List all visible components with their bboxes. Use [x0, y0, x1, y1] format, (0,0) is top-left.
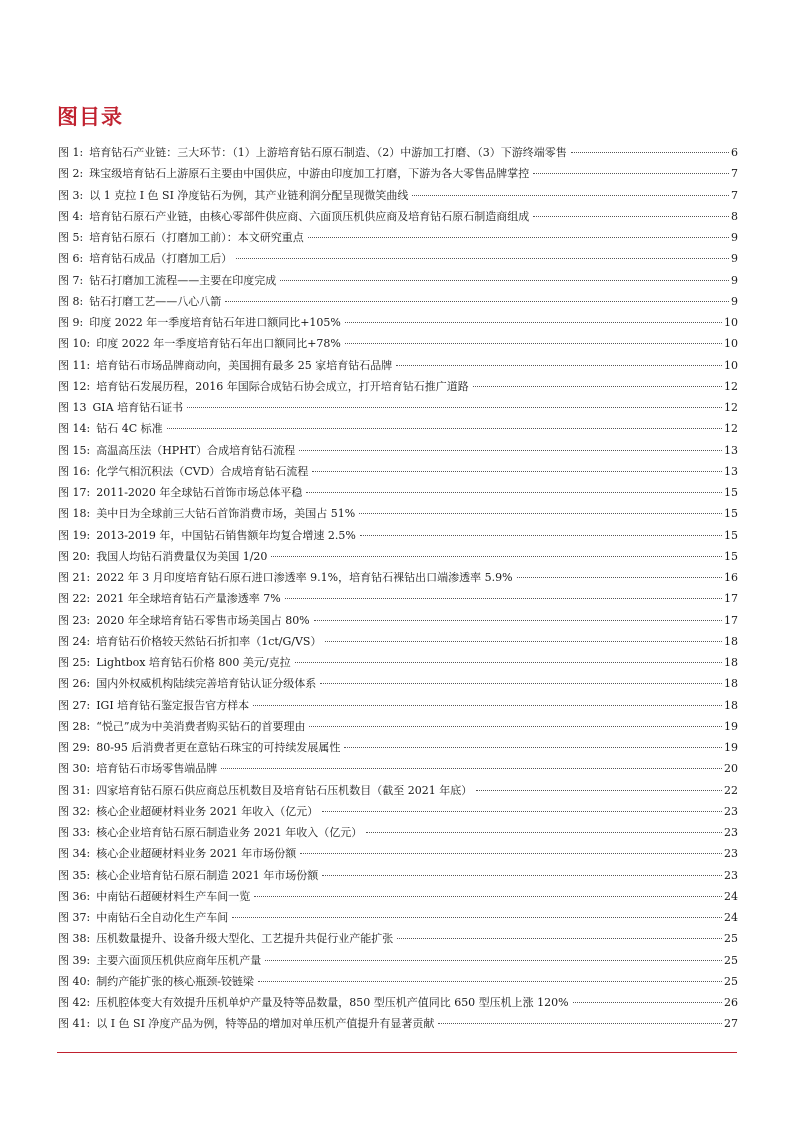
toc-entry-label: 图 24:	[58, 634, 91, 648]
toc-dot-leader	[232, 917, 722, 918]
toc-entry-title: 中南钻石超硬材料生产车间一览	[96, 889, 251, 903]
toc-dot-leader	[308, 237, 729, 238]
toc-entry-page: 9	[731, 231, 738, 244]
toc-entry[interactable]	[58, 503, 738, 524]
toc-dot-leader	[271, 556, 722, 557]
toc-entry-page: 10	[724, 358, 738, 372]
toc-entry-title: 培育钻石成品（打磨加工后）	[89, 252, 233, 266]
toc-entry-title: 珠宝级培育钻石上游原石主要由中国供应，中游由印度加工打磨，下游为各大零售品牌掌控	[89, 167, 530, 181]
toc-entry-label: 图 17:	[58, 486, 91, 499]
toc-entry-page: 17	[724, 613, 738, 627]
toc-entry[interactable]	[58, 163, 738, 184]
toc-entry-label: 图 33:	[58, 826, 91, 839]
toc-entry[interactable]	[58, 907, 738, 928]
toc-entry-page: 25	[724, 953, 738, 967]
toc-entry-page: 23	[724, 826, 738, 839]
toc-entry[interactable]	[58, 418, 738, 439]
toc-entry-page: 7	[731, 188, 738, 202]
toc-entry[interactable]	[58, 525, 738, 546]
toc-entry[interactable]	[58, 737, 738, 758]
toc-entry-page: 18	[724, 656, 738, 669]
toc-dot-leader	[225, 301, 729, 302]
toc-entry-page: 24	[724, 911, 738, 924]
toc-dot-leader	[221, 768, 722, 769]
toc-entry-page: 9	[731, 252, 738, 266]
toc-dot-leader	[309, 726, 722, 727]
toc-entry-label: 图 28:	[58, 719, 91, 733]
toc-entry-page: 10	[724, 337, 738, 351]
toc-dot-leader	[366, 832, 722, 833]
toc-entry-label: 图 34:	[58, 847, 91, 861]
toc-entry-title: 制约产能扩张的核心瓶颈-铰链梁	[96, 974, 254, 988]
toc-entry-label: 图 14:	[58, 422, 91, 436]
toc-entry-title: 核心企业超硬材料业务 2021 年收入（亿元）	[96, 804, 319, 818]
toc-dot-leader	[322, 811, 722, 812]
toc-dot-leader	[345, 322, 722, 323]
toc-entry-label: 图 37:	[58, 911, 91, 924]
toc-dot-leader	[320, 683, 722, 684]
toc-entry-label: 图 40:	[58, 974, 91, 988]
toc-entry-title: 我国人均钻石消费量仅为美国 1/20	[96, 549, 268, 563]
toc-title: 图目录	[57, 105, 123, 129]
toc-entry-label: 图 36:	[58, 889, 91, 903]
toc-entry[interactable]	[58, 780, 738, 801]
toc-entry[interactable]	[58, 291, 738, 312]
toc-entry[interactable]	[58, 1013, 738, 1034]
toc-dot-leader	[285, 598, 722, 599]
toc-dot-leader	[312, 471, 722, 472]
toc-entry-label: 图 13	[58, 401, 87, 414]
toc-entry-title: 核心企业培育钻石原石制造 2021 年市场份额	[96, 868, 319, 882]
toc-entry-page: 23	[724, 847, 738, 861]
toc-dot-leader	[345, 343, 722, 344]
toc-entry-title: GIA 培育钻石证书	[92, 401, 184, 414]
toc-entry-title: 2021 年全球培育钻石产量渗透率 7%	[96, 592, 281, 606]
toc-entry[interactable]	[58, 588, 738, 609]
toc-entry[interactable]	[58, 546, 738, 567]
toc-entry[interactable]	[58, 610, 738, 631]
toc-entry-page: 12	[724, 379, 738, 393]
toc-entry[interactable]	[58, 227, 738, 248]
toc-entry-title: 培育钻石产业链：三大环节：（1）上游培育钻石原石制造、（2）中游加工打磨、（3）下游终端零售	[89, 146, 567, 159]
toc-entry-page: 19	[724, 741, 738, 754]
toc-entry[interactable]	[58, 695, 738, 716]
toc-dot-leader	[412, 195, 729, 196]
toc-entry-title: 2011-2020 年全球钻石首饰市场总体平稳	[96, 486, 303, 499]
toc-entry[interactable]	[58, 355, 738, 376]
toc-entry-label: 图 25:	[58, 656, 91, 669]
toc-entry-page: 25	[724, 974, 738, 988]
toc-entry-title: 核心企业培育钻石原石制造业务 2021 年收入（亿元）	[96, 826, 363, 839]
toc-dot-leader	[517, 577, 722, 578]
toc-dot-leader	[325, 641, 722, 642]
toc-entry-page: 23	[724, 804, 738, 818]
toc-entry-label: 图 23:	[58, 613, 91, 627]
toc-dot-leader	[571, 152, 729, 153]
toc-entry-title: 以 1 克拉 I 色 SI 净度钻石为例，其产业链利润分配呈现微笑曲线	[89, 188, 409, 202]
toc-entry-label: 图 18:	[58, 507, 91, 521]
toc-entry-title: 钻石 4C 标准	[96, 422, 163, 436]
toc-entry-label: 图 29:	[58, 741, 91, 754]
toc-entry-title: 培育钻石市场品牌商动向，美国拥有最多 25 家培育钻石品牌	[96, 358, 393, 372]
toc-entry[interactable]	[58, 461, 738, 482]
toc-dot-leader	[167, 428, 722, 429]
toc-dot-leader	[360, 535, 722, 536]
toc-dot-leader	[258, 981, 722, 982]
toc-entry[interactable]	[58, 758, 738, 779]
toc-entry-label: 图 4:	[58, 209, 84, 223]
toc-dot-leader	[306, 492, 722, 493]
toc-entry[interactable]	[58, 971, 738, 992]
toc-dot-leader	[473, 386, 722, 387]
toc-dot-leader	[359, 513, 722, 514]
toc-entry-title: 印度 2022 年一季度培育钻石年进口额同比+105%	[89, 316, 341, 329]
toc-entry-title: 80-95 后消费者更在意钻石珠宝的可持续发展属性	[96, 741, 341, 754]
toc-entry-page: 20	[724, 762, 738, 776]
toc-entry-page: 10	[724, 316, 738, 329]
toc-entry-title: IGI 培育钻石鉴定报告官方样本	[96, 698, 250, 712]
toc-dot-leader	[396, 365, 722, 366]
figure-toc-list	[58, 142, 738, 1035]
toc-entry[interactable]	[58, 631, 738, 652]
toc-entry-title: 2020 年全球培育钻石零售市场美国占 80%	[96, 613, 310, 627]
toc-entry-page: 7	[731, 167, 738, 181]
toc-entry-page: 15	[724, 507, 738, 521]
toc-entry-page: 24	[724, 889, 738, 903]
toc-entry-title: 钻石打磨加工流程——主要在印度完成	[89, 273, 277, 287]
toc-entry-title: 化学气相沉积法（CVD）合成培育钻石流程	[96, 464, 309, 478]
toc-entry-title: 2022 年 3 月印度培育钻石原石进口渗透率 9.1%，培育钻石裸钻出口端渗透率 5.9%	[96, 571, 513, 584]
toc-dot-leader	[236, 258, 729, 259]
toc-entry[interactable]	[58, 376, 738, 397]
toc-dot-leader	[295, 662, 722, 663]
toc-dot-leader	[187, 407, 722, 408]
toc-entry-page: 18	[724, 677, 738, 691]
toc-entry[interactable]	[58, 142, 738, 163]
toc-dot-leader	[344, 747, 722, 748]
toc-entry-page: 13	[724, 464, 738, 478]
toc-entry-label: 图 31:	[58, 783, 91, 797]
toc-entry-label: 图 30:	[58, 762, 91, 776]
toc-entry-label: 图 32:	[58, 804, 91, 818]
toc-entry-title: 国内外权威机构陆续完善培育钻认证分级体系	[96, 677, 317, 691]
toc-entry-label: 图 20:	[58, 549, 91, 563]
toc-dot-leader	[299, 450, 722, 451]
toc-entry-label: 图 6:	[58, 252, 84, 266]
toc-entry-title: 压机腔体变大有效提升压机单炉产量及特等品数量，850 型压机产值同比 650 型压机上涨 120%	[96, 996, 569, 1009]
toc-entry-label: 图 26:	[58, 677, 91, 691]
toc-entry-label: 图 9:	[58, 316, 84, 329]
toc-entry[interactable]	[58, 928, 738, 949]
toc-entry-label: 图 15:	[58, 443, 91, 457]
toc-dot-leader	[573, 1002, 722, 1003]
toc-entry-title: 高温高压法（HPHT）合成培育钻石流程	[96, 443, 296, 457]
toc-dot-leader	[253, 705, 722, 706]
toc-dot-leader	[314, 620, 722, 621]
toc-entry-page: 27	[724, 1017, 738, 1031]
toc-dot-leader	[280, 280, 729, 281]
toc-entry-title: “悦己”成为中美消费者购买钻石的首要理由	[96, 719, 306, 733]
toc-entry[interactable]	[58, 886, 738, 907]
toc-entry-label: 图 7:	[58, 273, 84, 287]
toc-dot-leader	[322, 875, 722, 876]
toc-entry-label: 图 22:	[58, 592, 91, 606]
toc-entry-title: 四家培育钻石原石供应商总压机数目及培育钻石压机数目（截至 2021 年底）	[96, 783, 473, 797]
toc-entry-title: 主要六面顶压机供应商年压机产量	[96, 953, 262, 967]
toc-entry-title: 核心企业超硬材料业务 2021 年市场份额	[96, 847, 297, 861]
toc-entry[interactable]	[58, 865, 738, 886]
toc-entry-title: 2013-2019 年，中国钻石销售额年均复合增速 2.5%	[96, 528, 356, 542]
toc-entry[interactable]	[58, 333, 738, 354]
toc-entry-label: 图 39:	[58, 953, 91, 967]
toc-dot-leader	[254, 896, 722, 897]
toc-entry-title: 美中日为全球前三大钻石首饰消费市场，美国占 51%	[96, 507, 356, 521]
toc-dot-leader	[438, 1023, 722, 1024]
toc-entry-page: 6	[731, 146, 738, 159]
toc-entry-label: 图 5:	[58, 231, 84, 244]
toc-entry[interactable]	[58, 801, 738, 822]
toc-entry-page: 13	[724, 443, 738, 457]
toc-entry-page: 9	[731, 294, 738, 308]
toc-dot-leader	[265, 960, 722, 961]
toc-entry-title: Lightbox 培育钻石价格 800 美元/克拉	[96, 656, 291, 669]
toc-dot-leader	[476, 790, 722, 791]
toc-entry[interactable]	[58, 716, 738, 737]
toc-entry[interactable]	[58, 248, 738, 269]
toc-entry-label: 图 41:	[58, 1017, 91, 1031]
toc-entry-page: 26	[724, 996, 738, 1009]
toc-entry-page: 15	[724, 486, 738, 499]
toc-entry-title: 以 I 色 SI 净度产品为例，特等品的增加对单压机产值提升有显著贡献	[96, 1017, 435, 1031]
toc-entry-title: 培育钻石原石（打磨加工前）：本文研究重点	[89, 231, 304, 244]
toc-entry[interactable]	[58, 270, 738, 291]
toc-entry-label: 图 2:	[58, 167, 84, 181]
toc-entry[interactable]	[58, 673, 738, 694]
toc-entry-title: 培育钻石市场零售端品牌	[96, 762, 218, 776]
toc-entry-title: 压机数量提升、设备升级大型化、工艺提升共促行业产能扩张	[96, 932, 394, 946]
toc-entry-title: 培育钻石发展历程，2016 年国际合成钻石协会成立，打开培育钻石推广道路	[96, 379, 469, 393]
footer-rule	[57, 1052, 737, 1053]
toc-entry-title: 培育钻石原石产业链，由核心零部件供应商、六面顶压机供应商及培育钻石原石制造商组成	[89, 209, 530, 223]
toc-dot-leader	[300, 853, 722, 854]
toc-entry-label: 图 27:	[58, 698, 91, 712]
toc-entry[interactable]	[58, 397, 738, 418]
toc-entry-page: 23	[724, 868, 738, 882]
toc-entry-label: 图 42:	[58, 996, 91, 1009]
toc-entry-label: 图 3:	[58, 188, 84, 202]
toc-entry-label: 图 1:	[58, 146, 84, 159]
toc-entry[interactable]	[58, 206, 738, 227]
toc-entry-title: 印度 2022 年一季度培育钻石年出口额同比+78%	[96, 337, 341, 351]
toc-entry-page: 22	[724, 783, 738, 797]
toc-entry[interactable]	[58, 185, 738, 206]
toc-dot-leader	[397, 938, 722, 939]
toc-entry[interactable]	[58, 440, 738, 461]
toc-entry[interactable]	[58, 482, 738, 503]
toc-entry-label: 图 35:	[58, 868, 91, 882]
toc-entry-page: 12	[724, 401, 738, 414]
toc-entry-page: 16	[724, 571, 738, 584]
toc-entry-page: 9	[731, 273, 738, 287]
toc-entry-page: 18	[724, 698, 738, 712]
toc-entry[interactable]	[58, 950, 738, 971]
toc-entry-title: 培育钻石价格较天然钻石折扣率（1ct/G/VS）	[96, 634, 322, 648]
toc-entry-label: 图 21:	[58, 571, 91, 584]
toc-entry[interactable]	[58, 652, 738, 673]
toc-dot-leader	[533, 173, 729, 174]
toc-entry-page: 8	[731, 209, 738, 223]
toc-entry[interactable]	[58, 312, 738, 333]
toc-entry[interactable]	[58, 992, 738, 1013]
toc-entry-page: 15	[724, 549, 738, 563]
toc-entry-page: 18	[724, 634, 738, 648]
toc-entry[interactable]	[58, 822, 738, 843]
toc-entry-page: 17	[724, 592, 738, 606]
toc-entry-label: 图 11:	[58, 358, 91, 372]
toc-entry-page: 12	[724, 422, 738, 436]
toc-entry[interactable]	[58, 567, 738, 588]
toc-entry[interactable]	[58, 843, 738, 864]
toc-entry-label: 图 38:	[58, 932, 91, 946]
toc-entry-title: 中南钻石全自动化生产车间	[96, 911, 229, 924]
toc-entry-label: 图 12:	[58, 379, 91, 393]
toc-dot-leader	[533, 216, 729, 217]
toc-entry-label: 图 8:	[58, 294, 84, 308]
toc-entry-label: 图 10:	[58, 337, 91, 351]
toc-entry-page: 19	[724, 719, 738, 733]
toc-entry-label: 图 19:	[58, 528, 91, 542]
toc-entry-title: 钻石打磨工艺——八心八箭	[89, 294, 222, 308]
toc-entry-page: 15	[724, 528, 738, 542]
toc-entry-page: 25	[724, 932, 738, 946]
toc-entry-label: 图 16:	[58, 464, 91, 478]
